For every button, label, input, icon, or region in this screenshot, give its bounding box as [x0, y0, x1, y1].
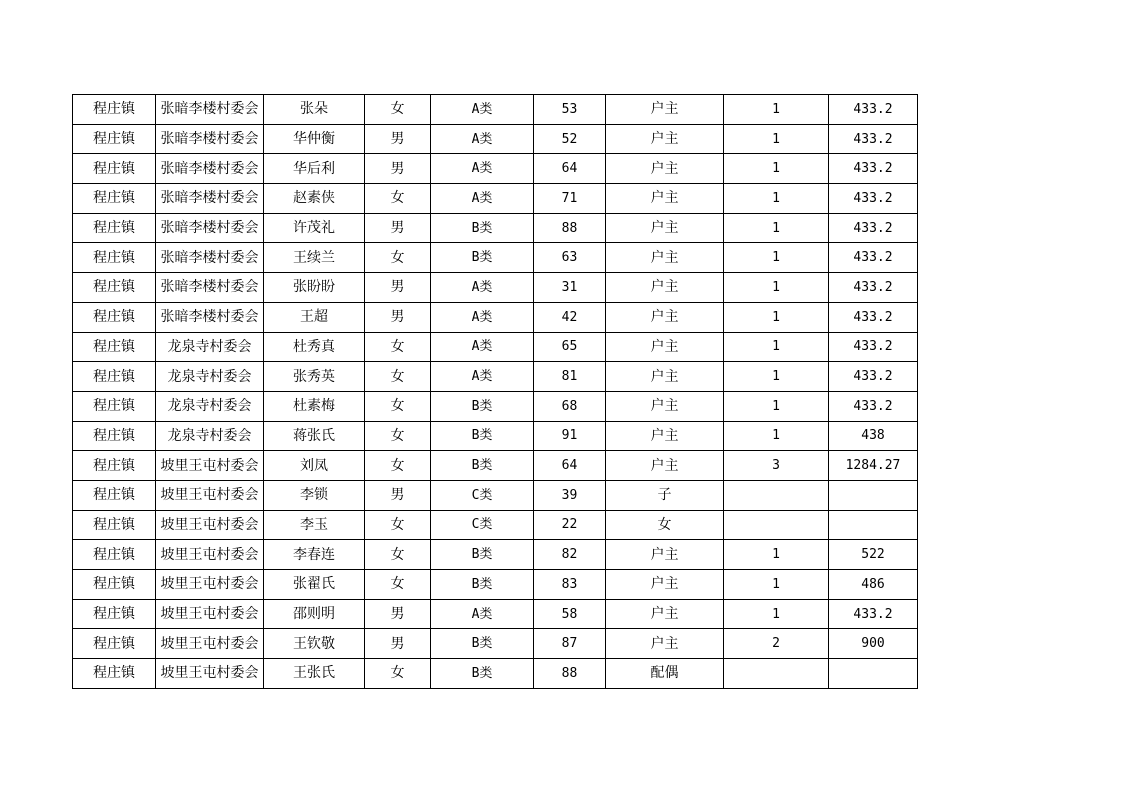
- relation-cell: 户主: [606, 629, 724, 659]
- category-cell: C类: [431, 480, 534, 510]
- age-cell: 52: [534, 124, 606, 154]
- amount-cell: 433.2: [829, 243, 918, 273]
- town-cell: 程庄镇: [73, 599, 156, 629]
- category-cell: B类: [431, 629, 534, 659]
- amount-cell: 433.2: [829, 332, 918, 362]
- relation-cell: 户主: [606, 540, 724, 570]
- town-cell: 程庄镇: [73, 302, 156, 332]
- age-cell: 31: [534, 273, 606, 303]
- town-cell: 程庄镇: [73, 184, 156, 214]
- age-cell: 71: [534, 184, 606, 214]
- age-cell: 64: [534, 154, 606, 184]
- amount-cell: 433.2: [829, 302, 918, 332]
- town-cell: 程庄镇: [73, 391, 156, 421]
- gender-cell: 男: [365, 213, 431, 243]
- category-cell: A类: [431, 302, 534, 332]
- table-row: [73, 570, 918, 600]
- gender-cell: 男: [365, 480, 431, 510]
- amount-cell: 433.2: [829, 362, 918, 392]
- amount-cell: 433.2: [829, 124, 918, 154]
- age-cell: 65: [534, 332, 606, 362]
- age-cell: 58: [534, 599, 606, 629]
- gender-cell: 男: [365, 599, 431, 629]
- town-cell: 程庄镇: [73, 332, 156, 362]
- relation-cell: 户主: [606, 273, 724, 303]
- table-body: [73, 95, 918, 689]
- household-count-cell: 1: [724, 599, 829, 629]
- relation-cell: 户主: [606, 213, 724, 243]
- age-cell: 68: [534, 391, 606, 421]
- gender-cell: 男: [365, 629, 431, 659]
- table-row: [73, 510, 918, 540]
- amount-cell: 433.2: [829, 184, 918, 214]
- table-row: [73, 421, 918, 451]
- village-committee-cell: 张暗李楼村委会: [156, 213, 264, 243]
- table-row: [73, 599, 918, 629]
- amount-cell: 1284.27: [829, 451, 918, 481]
- category-cell: B类: [431, 243, 534, 273]
- village-committee-cell: 张暗李楼村委会: [156, 302, 264, 332]
- category-cell: B类: [431, 213, 534, 243]
- relation-cell: 户主: [606, 332, 724, 362]
- gender-cell: 男: [365, 273, 431, 303]
- village-committee-cell: 坡里王屯村委会: [156, 540, 264, 570]
- household-count-cell: 3: [724, 451, 829, 481]
- table-row: [73, 629, 918, 659]
- gender-cell: 女: [365, 510, 431, 540]
- name-cell: 王钦敬: [264, 629, 365, 659]
- category-cell: B类: [431, 391, 534, 421]
- category-cell: A类: [431, 95, 534, 125]
- household-count-cell: 1: [724, 302, 829, 332]
- amount-cell: 433.2: [829, 599, 918, 629]
- table-row: [73, 540, 918, 570]
- village-committee-cell: 坡里王屯村委会: [156, 629, 264, 659]
- amount-cell: 522: [829, 540, 918, 570]
- gender-cell: 女: [365, 95, 431, 125]
- household-count-cell: 1: [724, 362, 829, 392]
- name-cell: 许茂礼: [264, 213, 365, 243]
- table-row: [73, 332, 918, 362]
- household-count-cell: 1: [724, 540, 829, 570]
- age-cell: 42: [534, 302, 606, 332]
- village-committee-cell: 坡里王屯村委会: [156, 599, 264, 629]
- village-committee-cell: 张暗李楼村委会: [156, 124, 264, 154]
- town-cell: 程庄镇: [73, 213, 156, 243]
- table-row: [73, 302, 918, 332]
- amount-cell: [829, 659, 918, 689]
- table-row: [73, 95, 918, 125]
- age-cell: 88: [534, 659, 606, 689]
- household-count-cell: 1: [724, 184, 829, 214]
- gender-cell: 女: [365, 362, 431, 392]
- table-row: [73, 362, 918, 392]
- household-count-cell: 1: [724, 570, 829, 600]
- relation-cell: 户主: [606, 302, 724, 332]
- village-committee-cell: 坡里王屯村委会: [156, 451, 264, 481]
- town-cell: 程庄镇: [73, 570, 156, 600]
- age-cell: 81: [534, 362, 606, 392]
- category-cell: B类: [431, 570, 534, 600]
- name-cell: 邵则明: [264, 599, 365, 629]
- age-cell: 91: [534, 421, 606, 451]
- village-committee-cell: 坡里王屯村委会: [156, 480, 264, 510]
- household-count-cell: [724, 510, 829, 540]
- village-committee-cell: 张暗李楼村委会: [156, 273, 264, 303]
- name-cell: 王续兰: [264, 243, 365, 273]
- amount-cell: [829, 510, 918, 540]
- village-committee-cell: 张暗李楼村委会: [156, 243, 264, 273]
- category-cell: A类: [431, 184, 534, 214]
- name-cell: 杜素梅: [264, 391, 365, 421]
- category-cell: B类: [431, 540, 534, 570]
- age-cell: 83: [534, 570, 606, 600]
- relation-cell: 户主: [606, 451, 724, 481]
- amount-cell: 433.2: [829, 213, 918, 243]
- town-cell: 程庄镇: [73, 510, 156, 540]
- gender-cell: 女: [365, 421, 431, 451]
- name-cell: 李春连: [264, 540, 365, 570]
- village-committee-cell: 龙泉寺村委会: [156, 332, 264, 362]
- household-count-cell: [724, 659, 829, 689]
- village-committee-cell: 坡里王屯村委会: [156, 659, 264, 689]
- table-row: [73, 659, 918, 689]
- village-committee-cell: 坡里王屯村委会: [156, 510, 264, 540]
- town-cell: 程庄镇: [73, 421, 156, 451]
- name-cell: 张盼盼: [264, 273, 365, 303]
- town-cell: 程庄镇: [73, 124, 156, 154]
- category-cell: B类: [431, 421, 534, 451]
- name-cell: 张朵: [264, 95, 365, 125]
- name-cell: 蒋张氏: [264, 421, 365, 451]
- amount-cell: 433.2: [829, 273, 918, 303]
- relation-cell: 户主: [606, 599, 724, 629]
- village-committee-cell: 张暗李楼村委会: [156, 95, 264, 125]
- town-cell: 程庄镇: [73, 95, 156, 125]
- town-cell: 程庄镇: [73, 451, 156, 481]
- name-cell: 刘凤: [264, 451, 365, 481]
- town-cell: 程庄镇: [73, 273, 156, 303]
- household-count-cell: 1: [724, 421, 829, 451]
- household-count-cell: 1: [724, 154, 829, 184]
- amount-cell: 486: [829, 570, 918, 600]
- gender-cell: 女: [365, 659, 431, 689]
- table-row: [73, 480, 918, 510]
- household-count-cell: [724, 480, 829, 510]
- category-cell: A类: [431, 124, 534, 154]
- table-row: [73, 213, 918, 243]
- relation-cell: 子: [606, 480, 724, 510]
- relation-cell: 户主: [606, 243, 724, 273]
- category-cell: A类: [431, 332, 534, 362]
- amount-cell: 438: [829, 421, 918, 451]
- town-cell: 程庄镇: [73, 540, 156, 570]
- household-count-cell: 1: [724, 124, 829, 154]
- household-count-cell: 1: [724, 95, 829, 125]
- gender-cell: 女: [365, 451, 431, 481]
- gender-cell: 女: [365, 570, 431, 600]
- category-cell: A类: [431, 154, 534, 184]
- gender-cell: 男: [365, 302, 431, 332]
- relation-cell: 配偶: [606, 659, 724, 689]
- table-row: [73, 391, 918, 421]
- name-cell: 张翟氏: [264, 570, 365, 600]
- amount-cell: 900: [829, 629, 918, 659]
- household-count-cell: 1: [724, 243, 829, 273]
- gender-cell: 女: [365, 184, 431, 214]
- category-cell: A类: [431, 599, 534, 629]
- amount-cell: 433.2: [829, 391, 918, 421]
- town-cell: 程庄镇: [73, 243, 156, 273]
- age-cell: 64: [534, 451, 606, 481]
- age-cell: 88: [534, 213, 606, 243]
- relation-cell: 户主: [606, 124, 724, 154]
- name-cell: 王张氏: [264, 659, 365, 689]
- name-cell: 张秀英: [264, 362, 365, 392]
- data-table: [72, 94, 918, 689]
- age-cell: 63: [534, 243, 606, 273]
- gender-cell: 男: [365, 154, 431, 184]
- village-committee-cell: 张暗李楼村委会: [156, 184, 264, 214]
- age-cell: 87: [534, 629, 606, 659]
- name-cell: 李玉: [264, 510, 365, 540]
- gender-cell: 女: [365, 540, 431, 570]
- table-row: [73, 124, 918, 154]
- category-cell: A类: [431, 273, 534, 303]
- age-cell: 53: [534, 95, 606, 125]
- gender-cell: 女: [365, 391, 431, 421]
- household-count-cell: 1: [724, 213, 829, 243]
- table-row: [73, 154, 918, 184]
- name-cell: 赵素侠: [264, 184, 365, 214]
- relation-cell: 女: [606, 510, 724, 540]
- gender-cell: 女: [365, 243, 431, 273]
- table-row: [73, 451, 918, 481]
- village-committee-cell: 龙泉寺村委会: [156, 421, 264, 451]
- age-cell: 22: [534, 510, 606, 540]
- category-cell: B类: [431, 451, 534, 481]
- household-count-cell: 1: [724, 391, 829, 421]
- name-cell: 王超: [264, 302, 365, 332]
- name-cell: 李锁: [264, 480, 365, 510]
- relation-cell: 户主: [606, 154, 724, 184]
- category-cell: C类: [431, 510, 534, 540]
- town-cell: 程庄镇: [73, 480, 156, 510]
- name-cell: 杜秀真: [264, 332, 365, 362]
- town-cell: 程庄镇: [73, 659, 156, 689]
- relation-cell: 户主: [606, 421, 724, 451]
- age-cell: 82: [534, 540, 606, 570]
- town-cell: 程庄镇: [73, 629, 156, 659]
- village-committee-cell: 龙泉寺村委会: [156, 362, 264, 392]
- household-count-cell: 2: [724, 629, 829, 659]
- household-count-cell: 1: [724, 332, 829, 362]
- table-row: [73, 184, 918, 214]
- gender-cell: 男: [365, 124, 431, 154]
- relation-cell: 户主: [606, 362, 724, 392]
- relation-cell: 户主: [606, 570, 724, 600]
- table-row: [73, 273, 918, 303]
- village-committee-cell: 坡里王屯村委会: [156, 570, 264, 600]
- category-cell: A类: [431, 362, 534, 392]
- amount-cell: 433.2: [829, 95, 918, 125]
- name-cell: 华后利: [264, 154, 365, 184]
- name-cell: 华仲衡: [264, 124, 365, 154]
- village-committee-cell: 龙泉寺村委会: [156, 391, 264, 421]
- age-cell: 39: [534, 480, 606, 510]
- town-cell: 程庄镇: [73, 154, 156, 184]
- table-row: [73, 243, 918, 273]
- category-cell: B类: [431, 659, 534, 689]
- household-count-cell: 1: [724, 273, 829, 303]
- amount-cell: [829, 480, 918, 510]
- relation-cell: 户主: [606, 95, 724, 125]
- gender-cell: 女: [365, 332, 431, 362]
- town-cell: 程庄镇: [73, 362, 156, 392]
- amount-cell: 433.2: [829, 154, 918, 184]
- relation-cell: 户主: [606, 184, 724, 214]
- relation-cell: 户主: [606, 391, 724, 421]
- village-committee-cell: 张暗李楼村委会: [156, 154, 264, 184]
